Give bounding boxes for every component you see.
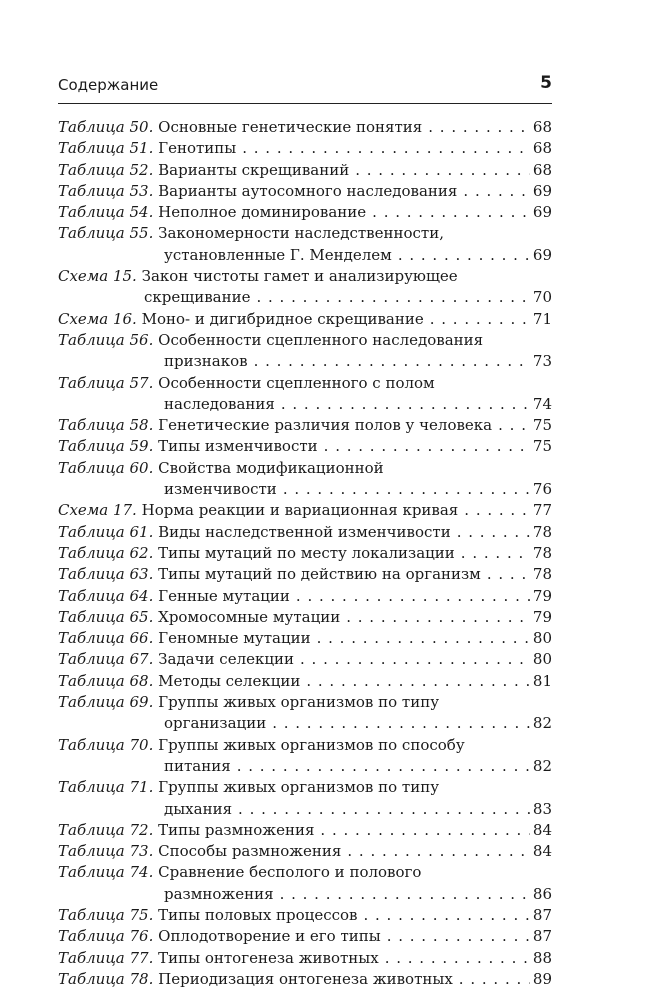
toc-entry-title: питания [164, 756, 231, 775]
toc-entry[interactable] [58, 926, 552, 947]
toc-entry-title: Генные мутации [158, 586, 290, 605]
dot-leader [463, 181, 530, 202]
toc-entry-line [58, 543, 552, 564]
toc-entry-label: Таблица 72. [58, 820, 154, 839]
toc-entry-label: Таблица 55. [58, 224, 154, 243]
toc-entry[interactable] [58, 607, 552, 628]
dot-leader [363, 905, 529, 926]
toc-entry-title: Особенности сцепленного с полом [158, 373, 435, 392]
dot-leader [296, 586, 530, 607]
toc-entry[interactable] [58, 522, 552, 543]
toc-entry-page: 82 [532, 756, 552, 775]
toc-entry-title: Моно- и дигибридное скрещивание [141, 309, 424, 328]
toc-entry[interactable] [58, 841, 552, 862]
dot-leader [238, 799, 530, 820]
toc-entry-page: 71 [532, 309, 552, 328]
dot-leader [306, 671, 530, 692]
toc-entry-line [58, 351, 552, 372]
toc-entry[interactable] [58, 160, 552, 181]
toc-entry-label: Таблица 57. [58, 373, 154, 392]
toc-entry-title: признаков [164, 352, 248, 371]
toc-entry[interactable] [58, 330, 552, 373]
toc-entry-label: Таблица 54. [58, 203, 154, 222]
toc-entry-label: Таблица 51. [58, 139, 154, 158]
toc-entry-page: 79 [532, 607, 552, 626]
toc-entry-line [58, 287, 552, 308]
toc-entry-title: размножения [164, 884, 274, 903]
toc-entry-page: 74 [532, 394, 552, 413]
toc-entry-page: 80 [532, 629, 552, 648]
toc-entry-label: Таблица 64. [58, 586, 154, 605]
toc-entry-label: Таблица 63. [58, 565, 154, 584]
toc-entry-page: 87 [532, 927, 552, 946]
dot-leader [281, 394, 530, 415]
section-title: Содержание [58, 76, 159, 94]
toc-entry-title: Геномные мутации [158, 629, 311, 648]
toc-entry-line [58, 649, 552, 670]
toc-entry-label: Таблица 75. [58, 905, 154, 924]
toc-entry-line [58, 586, 552, 607]
toc-entry-title: Типы мутаций по месту локализации [158, 543, 455, 562]
toc-entry-title: скрещивание [144, 288, 251, 307]
toc-entry-label: Таблица 76. [58, 927, 154, 946]
toc-entry-line [58, 309, 552, 330]
toc-entry-title: Группы живых организмов по типу [158, 778, 440, 797]
toc-entry-page: 68 [532, 139, 552, 158]
toc-entry-line [58, 117, 552, 138]
toc-entry-page: 83 [532, 799, 552, 818]
toc-entry-title: Периодизация онтогенеза животных [158, 969, 453, 988]
toc-entry-line [58, 479, 552, 500]
toc-entry-page: 77 [532, 501, 552, 520]
dot-leader [237, 756, 530, 777]
toc-entry-page: 84 [532, 842, 552, 861]
toc-entry[interactable] [58, 948, 552, 969]
toc-entry-label: Таблица 65. [58, 607, 154, 626]
toc-entry-label: Схема 15. [58, 267, 137, 286]
toc-entry-label: Таблица 58. [58, 416, 154, 435]
dot-leader [387, 926, 530, 947]
toc-entry-line [58, 330, 552, 351]
toc-entry-line [58, 202, 552, 223]
toc-entry[interactable] [58, 117, 552, 138]
toc-entry-title: Типы изменчивости [158, 437, 318, 456]
toc-entry-line [58, 458, 552, 479]
toc-entry-line [58, 884, 552, 905]
page-number: 5 [540, 73, 552, 93]
toc-entry-page: 70 [532, 288, 552, 307]
toc-entry-title: Основные генетические понятия [158, 118, 423, 136]
toc-entry[interactable] [58, 500, 552, 521]
toc-entry-line [58, 394, 552, 415]
toc-entry-page: 68 [532, 118, 552, 136]
toc-entry-page: 76 [532, 480, 552, 499]
dot-leader [300, 649, 530, 670]
toc-entry[interactable] [58, 138, 552, 159]
toc-entry-page: 82 [532, 714, 552, 733]
toc-entry-line [58, 181, 552, 202]
toc-entry-title: Виды наследственной изменчивости [158, 522, 451, 541]
toc-entry-line [58, 628, 552, 649]
toc-entry-page: 78 [532, 543, 552, 562]
dot-leader [464, 500, 530, 521]
dot-leader [385, 948, 530, 969]
toc-entry-line [58, 926, 552, 947]
toc-entry-line [58, 671, 552, 692]
toc-entry-line [58, 500, 552, 521]
toc-entry-line [58, 692, 552, 713]
toc-entry-line [58, 862, 552, 883]
toc-entry-label: Таблица 50. [58, 118, 154, 136]
running-header [58, 73, 552, 100]
toc-entry-page: 69 [532, 203, 552, 222]
toc-entry-page: 68 [532, 160, 552, 179]
table-of-contents [58, 117, 552, 990]
toc-entry-label: Таблица 78. [58, 969, 154, 988]
toc-entry-line [58, 820, 552, 841]
toc-entry-title: Закон чистоты гамет и анализирующее [141, 267, 458, 286]
toc-entry-label: Таблица 67. [58, 650, 154, 669]
dot-leader [487, 564, 530, 585]
toc-entry[interactable] [58, 543, 552, 564]
dot-leader [430, 309, 530, 330]
toc-entry[interactable] [58, 458, 552, 501]
toc-entry-line [58, 841, 552, 862]
toc-entry[interactable] [58, 373, 552, 416]
toc-entry[interactable] [58, 820, 552, 841]
toc-entry[interactable] [58, 905, 552, 926]
toc-entry-title: Особенности сцепленного наследования [158, 330, 484, 349]
toc-entry-label: Таблица 66. [58, 629, 154, 648]
toc-entry-page: 78 [532, 565, 552, 584]
dot-leader [242, 138, 530, 159]
toc-entry-page: 78 [532, 522, 552, 541]
toc-entry-title: Задачи селекции [158, 650, 294, 669]
dot-leader [283, 479, 530, 500]
toc-entry-title: Сравнение бесполого и полового [158, 863, 422, 882]
toc-entry-title: Типы мутаций по действию на организм [158, 565, 481, 584]
toc-entry-label: Таблица 71. [58, 778, 154, 797]
toc-entry-line [58, 799, 552, 820]
toc-entry-line [58, 223, 552, 244]
dot-leader [498, 415, 530, 436]
toc-entry-line [58, 756, 552, 777]
dot-leader [459, 969, 530, 990]
toc-entry-page: 75 [532, 416, 552, 435]
toc-entry[interactable] [58, 649, 552, 670]
toc-entry-page: 89 [532, 969, 552, 988]
toc-entry-title: Генетические различия полов у человека [158, 416, 493, 435]
dot-leader [355, 160, 530, 181]
toc-entry-label: Таблица 69. [58, 693, 154, 712]
toc-entry-page: 87 [532, 905, 552, 924]
dot-leader [256, 287, 529, 308]
toc-entry[interactable] [58, 777, 552, 820]
toc-entry-page: 79 [532, 586, 552, 605]
dot-leader [428, 117, 530, 138]
toc-entry-line [58, 969, 552, 990]
toc-entry[interactable] [58, 692, 552, 735]
dot-leader [320, 820, 530, 841]
toc-entry[interactable] [58, 181, 552, 202]
toc-entry-label: Схема 16. [58, 309, 137, 328]
dot-leader [457, 522, 530, 543]
toc-entry-title: Типы половых процессов [158, 905, 358, 924]
toc-entry-label: Таблица 68. [58, 671, 154, 690]
toc-entry[interactable] [58, 862, 552, 905]
toc-entry-line [58, 160, 552, 181]
toc-entry-page: 69 [532, 245, 552, 264]
toc-entry-line [58, 266, 552, 287]
toc-entry-title: Способы размножения [158, 842, 342, 861]
toc-entry[interactable] [58, 671, 552, 692]
toc-entry-line [58, 522, 552, 543]
toc-entry[interactable] [58, 309, 552, 330]
toc-entry-page: 73 [532, 352, 552, 371]
toc-entry-title: организации [164, 714, 267, 733]
toc-entry-label: Таблица 74. [58, 863, 154, 882]
dot-leader [398, 245, 530, 266]
dot-leader [372, 202, 530, 223]
dot-leader [272, 713, 530, 734]
toc-entry[interactable] [58, 735, 552, 778]
dot-leader [254, 351, 530, 372]
toc-entry-line [58, 415, 552, 436]
toc-entry-label: Таблица 56. [58, 330, 154, 349]
toc-entry-line [58, 905, 552, 926]
toc-entry-line [58, 735, 552, 756]
toc-entry-label: Таблица 52. [58, 160, 154, 179]
toc-entry-label: Таблица 70. [58, 735, 154, 754]
toc-entry-title: Варианты аутосомного наследования [158, 181, 458, 200]
toc-entry-title: Группы живых организмов по типу [158, 693, 440, 712]
toc-entry-label: Схема 17. [58, 501, 137, 520]
toc-entry-line [58, 436, 552, 457]
toc-entry[interactable] [58, 202, 552, 223]
toc-entry-line [58, 713, 552, 734]
toc-entry-title: Типы онтогенеза животных [158, 948, 379, 967]
toc-entry-title: дыхания [164, 799, 233, 818]
toc-entry[interactable] [58, 415, 552, 436]
toc-entry-page: 88 [532, 948, 552, 967]
dot-leader [280, 884, 530, 905]
dot-leader [317, 628, 530, 649]
toc-entry-page: 84 [532, 820, 552, 839]
toc-entry[interactable] [58, 436, 552, 457]
toc-entry-label: Таблица 61. [58, 522, 154, 541]
toc-entry[interactable] [58, 586, 552, 607]
toc-entry-title: Закономерности наследственности, [158, 224, 444, 243]
toc-entry[interactable] [58, 266, 552, 309]
toc-entry-title: Оплодотворение и его типы [158, 927, 381, 946]
toc-entry-label: Таблица 73. [58, 842, 154, 861]
toc-entry-title: Норма реакции и вариационная кривая [141, 501, 459, 520]
toc-entry[interactable] [58, 223, 552, 266]
toc-entry-title: Методы селекции [158, 671, 301, 690]
toc-entry-title: Неполное доминирование [158, 203, 367, 222]
toc-entry-line [58, 607, 552, 628]
toc-entry-line [58, 245, 552, 266]
toc-entry-title: наследования [164, 394, 275, 413]
toc-entry-label: Таблица 62. [58, 543, 154, 562]
toc-entry-title: установленные Г. Менделем [164, 245, 392, 264]
toc-entry[interactable] [58, 564, 552, 585]
header-rule [58, 103, 552, 104]
toc-entry-page: 80 [532, 650, 552, 669]
toc-entry-page: 81 [532, 671, 552, 690]
toc-entry-title: изменчивости [164, 480, 277, 499]
toc-entry-line [58, 373, 552, 394]
dot-leader [347, 841, 530, 862]
toc-entry-title: Типы размножения [158, 820, 315, 839]
toc-entry-label: Таблица 77. [58, 948, 154, 967]
toc-entry-title: Группы живых организмов по способу [158, 735, 465, 754]
toc-entry-title: Генотипы [158, 139, 237, 158]
toc-entry-line [58, 777, 552, 798]
toc-entry-page: 86 [532, 884, 552, 903]
toc-entry-title: Хромосомные мутации [158, 607, 341, 626]
toc-entry-label: Таблица 60. [58, 458, 154, 477]
toc-entry-line [58, 948, 552, 969]
dot-leader [346, 607, 530, 628]
dot-leader [324, 436, 530, 457]
toc-entry-label: Таблица 53. [58, 181, 154, 200]
toc-entry[interactable] [58, 628, 552, 649]
toc-entry-line [58, 138, 552, 159]
toc-entry-page: 75 [532, 437, 552, 456]
toc-entry-title: Свойства модификационной [158, 458, 384, 477]
toc-entry-page: 69 [532, 181, 552, 200]
toc-entry-line [58, 564, 552, 585]
toc-entry-title: Варианты скрещиваний [158, 160, 350, 179]
toc-entry[interactable] [58, 969, 552, 990]
dot-leader [461, 543, 530, 564]
toc-entry-label: Таблица 59. [58, 437, 154, 456]
